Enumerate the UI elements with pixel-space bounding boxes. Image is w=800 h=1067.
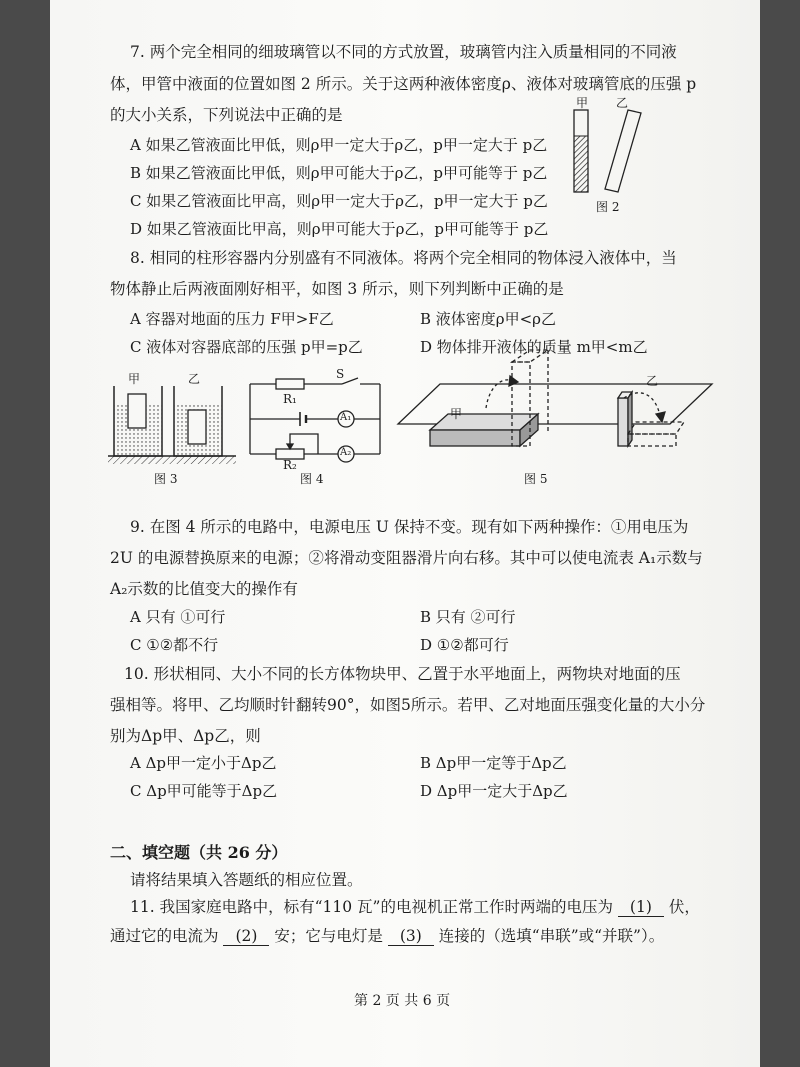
q8-option-b: B 液体密度ρ甲<ρ乙	[420, 310, 556, 328]
fig5-caption: 图 5	[524, 472, 548, 486]
fig4-caption: 图 4	[300, 472, 324, 486]
q8-line1: 8. 相同的柱形容器内分别盛有不同液体。将两个完全相同的物体浸入液体中，当	[130, 249, 677, 267]
q11-line2-tail: 连接的（选填“串联”或“并联”）。	[438, 927, 665, 945]
fig4-label-s: S	[336, 367, 345, 381]
q10-line1: 10. 形状相同、大小不同的长方体物块甲、乙置于水平地面上，两物块对地面的压	[124, 665, 681, 683]
fig5-label-yi: 乙	[646, 374, 659, 388]
q11-line1-text: 11. 我国家庭电路中，标有“110 瓦”的电视机正常工作时两端的电压为	[130, 898, 613, 916]
q11-line1	[130, 895, 700, 917]
q9-option-c: C ①②都不行	[130, 636, 219, 654]
q10-line3: 别为Δp甲、Δp乙，则	[110, 727, 261, 745]
fig4-label-a2: A₂	[340, 447, 352, 458]
q9-line1: 9. 在图 4 所示的电路中，电源电压 U 保持不变。现有如下两种操作：①用电压为	[130, 518, 689, 536]
fig4-label-r2: R₂	[283, 458, 297, 472]
q8-option-c: C 液体对容器底部的压强 p甲=p乙	[130, 338, 363, 356]
answer-blank-2: (2)	[223, 927, 269, 946]
section2-instruction: 请将结果填入答题纸的相应位置。	[130, 871, 363, 889]
block-yi	[618, 398, 628, 446]
ground	[108, 456, 236, 464]
q11-line2	[110, 924, 664, 946]
fig2-label-jia: 甲	[576, 96, 589, 110]
fig4-circuit-diagram	[246, 372, 386, 472]
q11-line1-unit: 伏，	[668, 898, 700, 916]
block-jia-front	[430, 430, 520, 446]
q10-option-d: D Δp甲一定大于Δp乙	[420, 782, 568, 800]
fig4-label-r1: R₁	[283, 392, 297, 406]
tube-yi	[605, 110, 641, 192]
q8-option-a: A 容器对地面的压力 F甲>F乙	[130, 310, 334, 328]
block-yi-rotated-dashed	[628, 434, 676, 446]
q9-line2: 2U 的电源替换原来的电源；②将滑动变阻器滑片向右移。其中可以使电流表 A₁示数与	[110, 549, 703, 567]
answer-blank-3: (3)	[388, 927, 434, 946]
switch-s	[342, 378, 358, 384]
page-footer: 第 2 页 共 6 页	[354, 993, 451, 1009]
q9-option-a: A 只有 ①可行	[130, 608, 226, 626]
q7-option-a: A 如果乙管液面比甲低，则ρ甲一定大于ρ乙，p甲一定大于 p乙	[130, 136, 548, 154]
q7-line2: 体，甲管中液面的位置如图 2 所示。关于这两种液体密度ρ、液体对玻璃管底的压强 p	[110, 75, 697, 93]
q10-line2: 强相等。将甲、乙均顺时针翻转90°，如图5所示。若甲、乙对地面压强变化量的大小分	[110, 696, 706, 714]
resistor-r1	[276, 379, 304, 389]
q7-option-c: C 如果乙管液面比甲高，则ρ甲一定大于ρ乙，p甲一定大于 p乙	[130, 192, 548, 210]
q7-line3: 的大小关系，下列说法中正确的是	[110, 106, 343, 124]
fig5-label-jia: 甲	[450, 407, 463, 421]
q9-line3: A₂示数的比值变大的操作有	[110, 580, 298, 598]
exam-page	[50, 0, 760, 1067]
fig2-tubes-diagram	[568, 108, 658, 200]
fig3-containers-diagram	[108, 384, 238, 468]
q11-line2-text: 通过它的电流为	[110, 927, 219, 945]
fig5-blocks-diagram	[390, 342, 720, 464]
q11-line2-mid: 安；它与电灯是	[274, 927, 383, 945]
q9-option-d: D ①②都可行	[420, 636, 509, 654]
fig4-label-a1: A₁	[340, 412, 352, 423]
q9-option-b: B 只有 ②可行	[420, 608, 516, 626]
object-jia	[128, 394, 146, 428]
q10-option-c: C Δp甲可能等于Δp乙	[130, 782, 278, 800]
q10-option-b: B Δp甲一定等于Δp乙	[420, 754, 567, 772]
fig2-label-yi: 乙	[616, 96, 629, 110]
object-yi	[188, 410, 206, 444]
tube-jia-liquid	[574, 136, 588, 192]
q7-line1: 7. 两个完全相同的细玻璃管以不同的方式放置，玻璃管内注入质量相同的不同液	[130, 43, 677, 61]
fig3-caption: 图 3	[154, 472, 178, 486]
fig3-label-yi: 乙	[188, 372, 201, 386]
answer-blank-1: (1)	[618, 898, 664, 917]
q7-option-b: B 如果乙管液面比甲低，则ρ甲可能大于ρ乙，p甲可能等于 p乙	[130, 164, 548, 182]
q8-line2: 物体静止后两液面刚好相平，如图 3 所示，则下列判断中正确的是	[110, 280, 564, 298]
q8-option-d: D 物体排开液体的质量 m甲<m乙	[420, 338, 648, 356]
q7-option-d: D 如果乙管液面比甲高，则ρ甲可能大于ρ乙，p甲可能等于 p乙	[130, 220, 549, 238]
fig3-label-jia: 甲	[128, 372, 141, 386]
q10-option-a: A Δp甲一定小于Δp乙	[130, 754, 277, 772]
section2-title: 二、填空题（共 26 分）	[110, 843, 288, 862]
fig2-caption: 图 2	[596, 200, 620, 214]
